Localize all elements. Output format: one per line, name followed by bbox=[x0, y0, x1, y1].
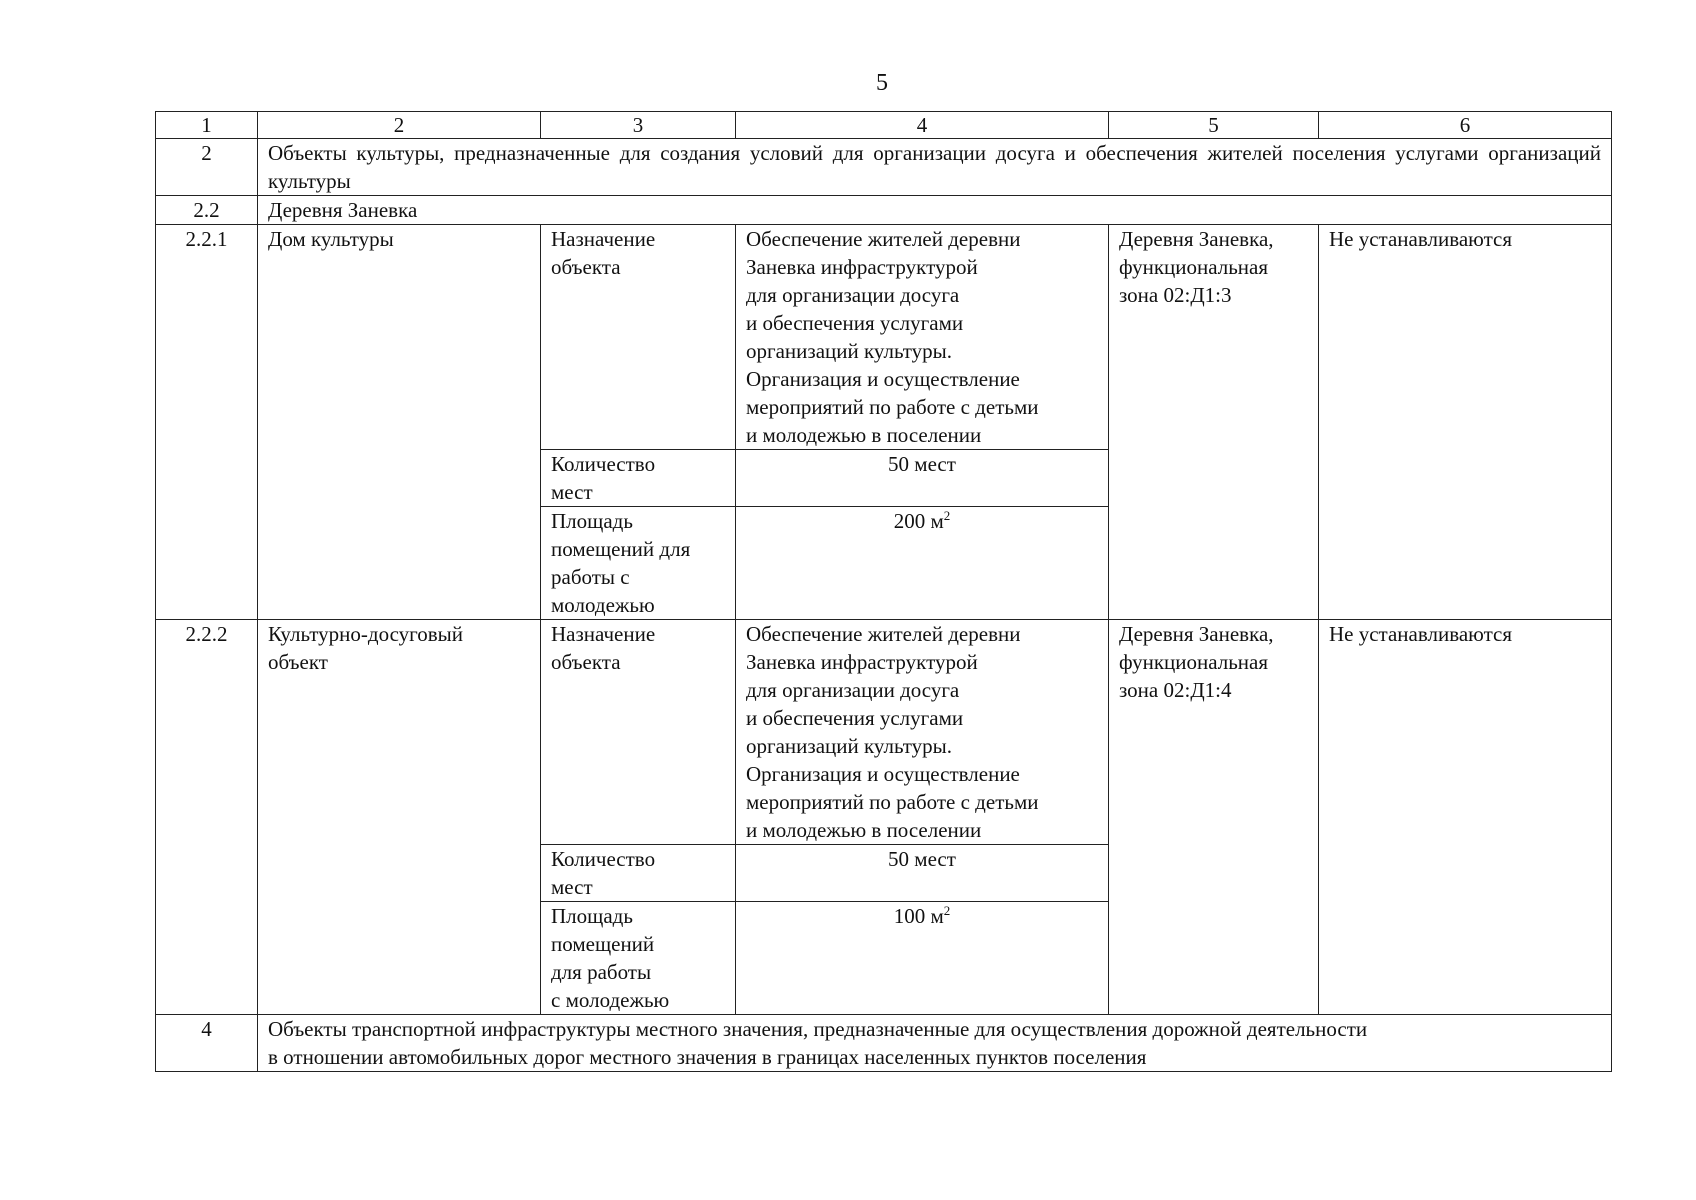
column-header-3: 3 bbox=[541, 112, 736, 139]
section-number: 4 bbox=[156, 1015, 258, 1072]
area-value-cell bbox=[736, 902, 1109, 1015]
purpose-label: Назначение объекта bbox=[541, 225, 736, 450]
object-row bbox=[156, 225, 1612, 450]
area-value: 200 м bbox=[893, 509, 944, 533]
objects-table bbox=[155, 111, 1612, 1072]
section-row-2-2 bbox=[156, 196, 1612, 225]
column-header-2: 2 bbox=[258, 112, 541, 139]
section-row-2 bbox=[156, 139, 1612, 196]
object-name: Дом культуры bbox=[258, 225, 541, 620]
area-value: 100 м bbox=[893, 904, 944, 928]
section-title: Объекты культуры, предназначенные для создания условий для организации досуга и обеспечения жителей поселения услугами организаций культуры bbox=[258, 139, 1612, 196]
column-header-5: 5 bbox=[1109, 112, 1319, 139]
section-title: Объекты транспортной инфраструктуры местного значения, предназначенные для осуществления дорожной деятельности в отношении автомобильных дорог местного значения в границах населенных пунктов поселения bbox=[258, 1015, 1612, 1072]
area-unit-superscript: 2 bbox=[943, 508, 951, 523]
object-row bbox=[156, 620, 1612, 845]
column-header-4: 4 bbox=[736, 112, 1109, 139]
seats-label: Количество мест bbox=[541, 845, 736, 902]
area-unit-superscript: 2 bbox=[943, 903, 951, 918]
purpose-value: Обеспечение жителей деревни Заневка инфраструктурой для организации досуга и обеспечения услугами организаций культуры. Организация и осуществление мероприятий по работе с детьми и молодежью в поселении bbox=[736, 620, 1109, 845]
column-header-row bbox=[156, 112, 1612, 139]
area-label: Площадь помещений для работы с молодежью bbox=[541, 507, 736, 620]
object-zones: Не устанавливаются bbox=[1319, 225, 1612, 620]
object-number: 2.2.1 bbox=[156, 225, 258, 620]
section-number: 2.2 bbox=[156, 196, 258, 225]
seats-label: Количество мест bbox=[541, 450, 736, 507]
purpose-value: Обеспечение жителей деревни Заневка инфраструктурой для организации досуга и обеспечения услугами организаций культуры. Организация и осуществление мероприятий по работе с детьми и молодежью в поселении bbox=[736, 225, 1109, 450]
column-header-1: 1 bbox=[156, 112, 258, 139]
object-zones: Не устанавливаются bbox=[1319, 620, 1612, 1015]
object-location: Деревня Заневка, функциональная зона 02:Д1:4 bbox=[1109, 620, 1319, 1015]
page-number: 5 bbox=[876, 70, 888, 96]
seats-value: 50 мест bbox=[736, 845, 1109, 902]
section-title: Деревня Заневка bbox=[258, 196, 1612, 225]
purpose-label: Назначение объекта bbox=[541, 620, 736, 845]
object-location: Деревня Заневка, функциональная зона 02:Д1:3 bbox=[1109, 225, 1319, 620]
area-value-cell bbox=[736, 507, 1109, 620]
object-name: Культурно-досуговый объект bbox=[258, 620, 541, 1015]
seats-value: 50 мест bbox=[736, 450, 1109, 507]
section-row-4 bbox=[156, 1015, 1612, 1072]
area-label: Площадь помещений для работы с молодежью bbox=[541, 902, 736, 1015]
section-number: 2 bbox=[156, 139, 258, 196]
column-header-6: 6 bbox=[1319, 112, 1612, 139]
object-number: 2.2.2 bbox=[156, 620, 258, 1015]
